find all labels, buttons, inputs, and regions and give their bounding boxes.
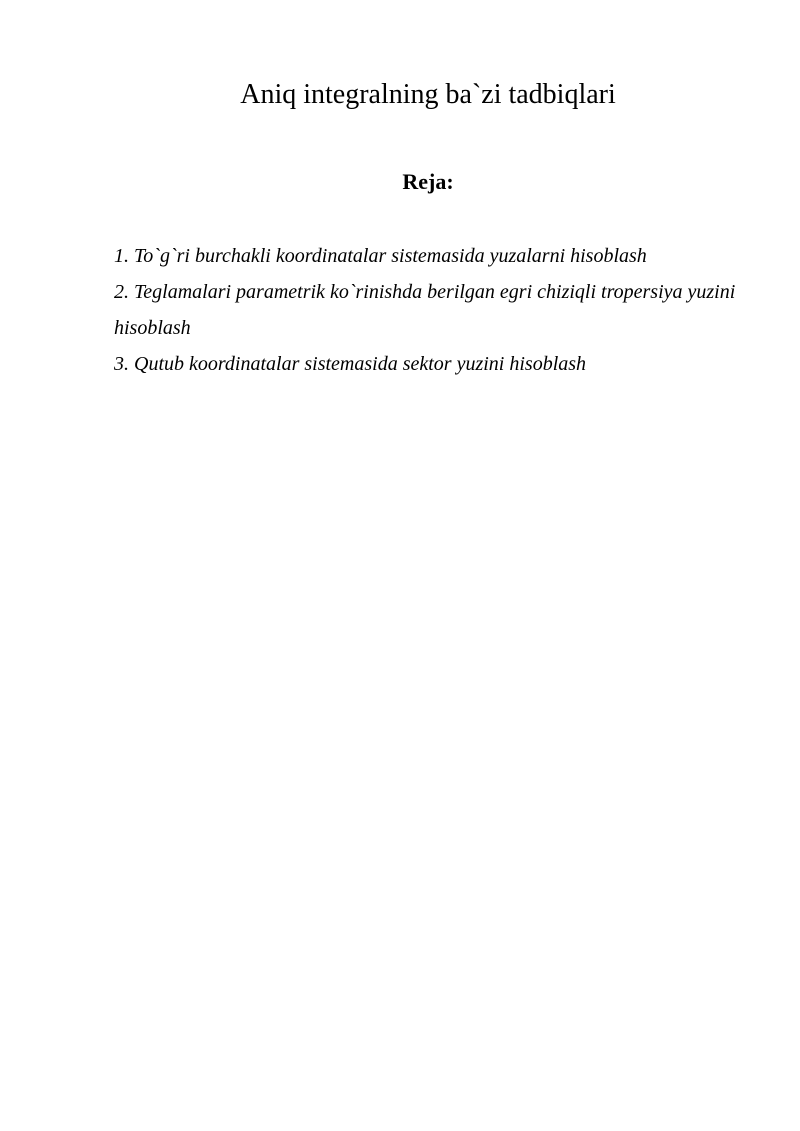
plan-list [114,238,754,382]
plan-item-1: 1. To`g`ri burchakli koordinatalar sistemasida yuzalarni hisoblash [114,245,647,267]
plan-heading: Reja: [402,169,454,194]
plan-item-3: 3. Qutub koordinatalar sistemasida sektor yuzini hisoblash [114,353,587,375]
document-title: Aniq integralning ba`zi tadbiqlari [240,79,616,110]
plan-item-2: 2. Teglamalari parametrik ko`rinishda berilgan egri chiziqli tropersiya yuzini hisoblash [114,281,736,339]
